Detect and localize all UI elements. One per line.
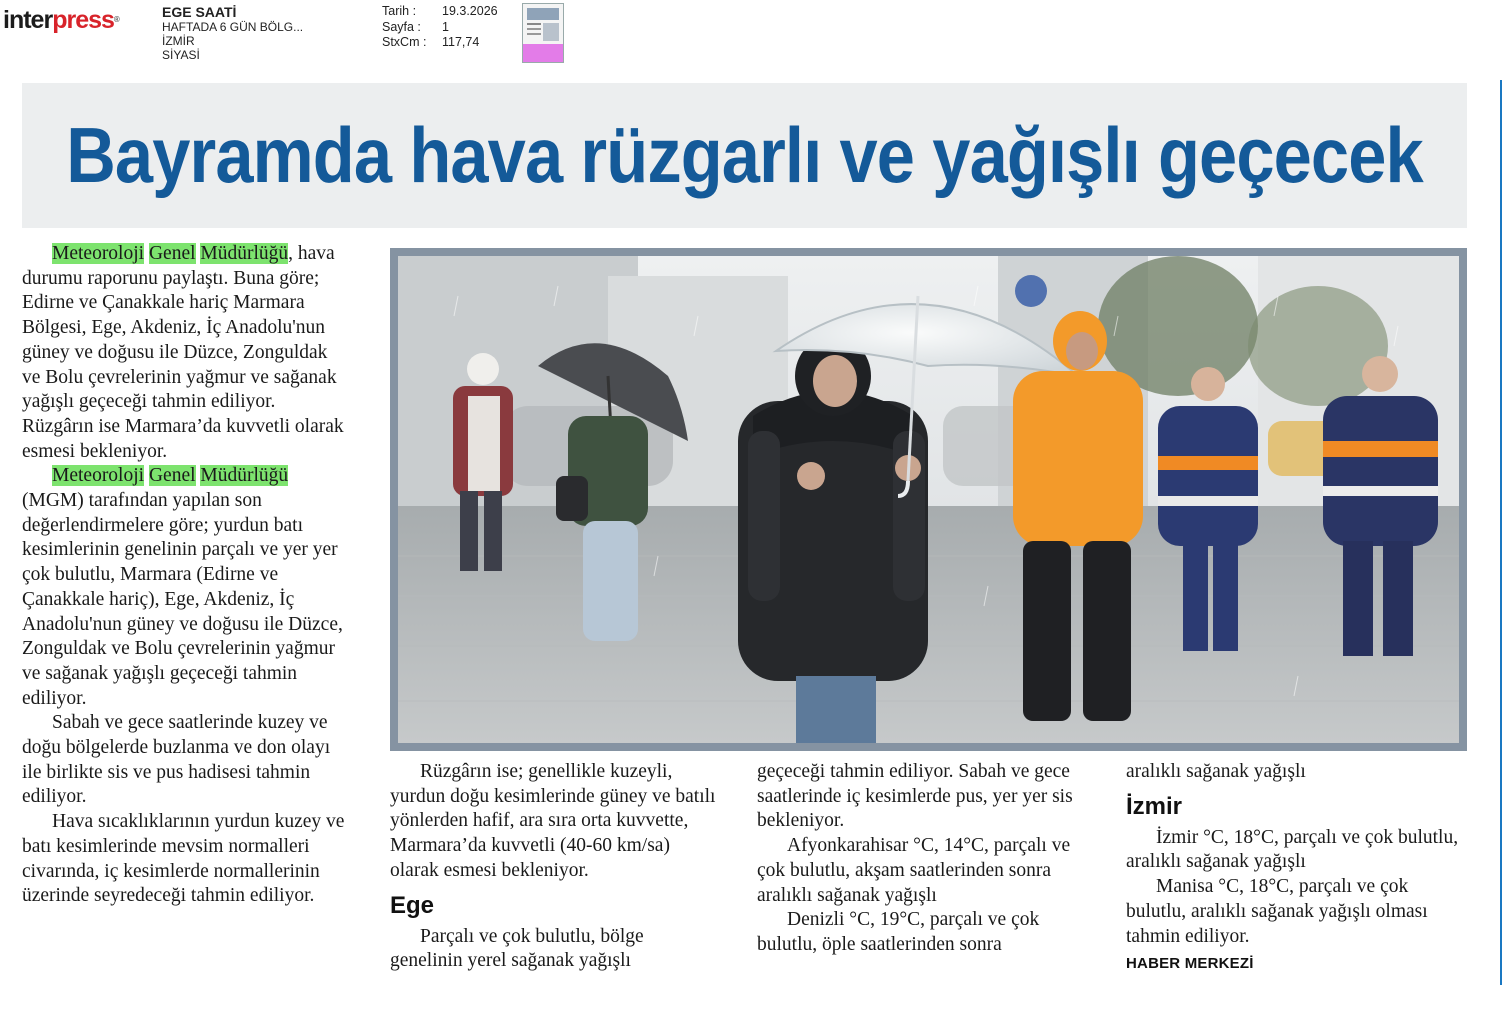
paragraph	[22, 242, 347, 464]
paragraph: Denizli °C, 19°C, parçalı ve çok bulutlu, öple saatlerinden sonra	[757, 909, 1040, 955]
article-column-2	[390, 760, 720, 974]
subheading-izmir: İzmir	[1126, 792, 1183, 820]
paragraph: Rüzgârın ise; genellikle kuzeyli, yurdun doğu kesimlerinde güney ve batılı yönlerden hafif, ara sıra orta kuvvette, Marmara’da kuvvetli (40-60 km/sa) olarak esmesi bekleniyor.	[390, 761, 716, 881]
publication-category: SİYASİ	[162, 48, 200, 62]
highlighted-word: Genel	[148, 243, 196, 264]
article-column-1	[22, 242, 347, 909]
clip-metadata	[382, 4, 498, 51]
stxcm-label: StxCm :	[382, 35, 427, 49]
interpress-logo	[3, 5, 120, 35]
subheading-ege: Ege	[390, 891, 435, 919]
registered-mark: ®	[113, 15, 120, 24]
stxcm-value: 117,74	[442, 35, 480, 49]
article-headline: Bayramda hava rüzgarlı ve yağışlı geçecek	[66, 111, 1423, 199]
paragraph-continued: aralıklı sağanak yağışlı	[1126, 761, 1306, 782]
rainy-street-photo	[398, 256, 1459, 743]
paragraph: İzmir °C, 18°C, parçalı ve çok bulutlu, aralıklı sağanak yağışlı	[1126, 826, 1459, 873]
highlighted-word: Müdürlüğü	[200, 465, 289, 487]
publication-name: EGE SAATİ	[162, 4, 237, 20]
date-value: 19.3.2026	[442, 4, 498, 18]
logo-text-press: press	[52, 6, 114, 34]
paragraph: Sabah ve gece saatlerinde kuzey ve doğu bölgelerde buzlanma ve don olayı ile birlikte sis ve pus hadisesi tahmin ediliyor.	[22, 712, 331, 808]
page-value: 1	[442, 19, 449, 34]
paragraph: Manisa °C, 18°C, parçalı ve çok bulutlu, aralıklı sağanak yağışlı olması tahmin ediliyor.	[1126, 876, 1428, 947]
article-photo	[390, 248, 1467, 751]
highlighted-word: Meteoroloji	[52, 465, 145, 487]
paragraph-text: (MGM) tarafından yapılan son değerlendirmelere göre; yurdun batı kesimlerinin genelinin parçalı ve yer yer çok bulutlu, Marmara (Edirne ve Çanakkale hariç), Ege, Akdeniz, İç Anadolu'nun güney ve doğusu ile Düzce, Zonguldak ve Bolu çevrelerinin yağmur ve sağanak yağışlı geçeceği tahmin ediliyor.	[22, 490, 343, 709]
clip-edge-rule	[1500, 80, 1502, 985]
page-label: Sayfa :	[382, 19, 421, 34]
highlighted-word: Müdürlüğü	[200, 243, 289, 264]
date-label: Tarih :	[382, 4, 417, 18]
publication-city: İZMİR	[162, 34, 195, 48]
article-column-3	[757, 760, 1087, 958]
page-thumbnail[interactable]	[522, 3, 564, 63]
paragraph-text: , hava durumu raporunu paylaştı. Buna göre; Edirne ve Çanakkale hariç Marmara Bölgesi, Ege, Akdeniz, İç Anadolu'nun güney ve doğusu ile Düzce, Zonguldak ve Bolu çevrelerinin yağmur ve sağanak yağışlı geçeceği tahmin ediliyor. Rüzgârın ise Marmara’da kuvvetli olarak esmesi bekleniyor.	[22, 243, 344, 462]
headline-band	[22, 83, 1467, 228]
publication-info	[162, 5, 303, 62]
article-column-4	[1126, 760, 1466, 977]
highlighted-word: Meteoroloji	[52, 243, 145, 264]
paragraph	[22, 464, 347, 711]
logo-text-inter: inter	[3, 6, 53, 34]
paragraph-continued: geçeceği tahmin ediliyor. Sabah ve gece saatlerinde iç kesimlerde pus, yer yer sis bekleniyor.	[757, 761, 1073, 832]
highlighted-word: Genel	[148, 465, 196, 487]
paragraph: Hava sıcaklıklarının yurdun kuzey ve batı kesimlerinde mevsim normalleri civarında, iç kesimlerde normallerinin üzerinde seyredeceği tahmin ediliyor.	[22, 811, 345, 907]
byline: HABER MERKEZİ	[1126, 955, 1254, 973]
paragraph: Afyonkarahisar °C, 14°C, parçalı ve çok bulutlu, akşam saatlerinden sonra aralıklı sağanak yağışlı	[757, 835, 1071, 906]
publication-section: HAFTADA 6 GÜN BÖLG...	[162, 20, 304, 34]
paragraph: Parçalı ve çok bulutlu, bölge genelinin yerel sağanak yağışlı	[390, 925, 644, 972]
